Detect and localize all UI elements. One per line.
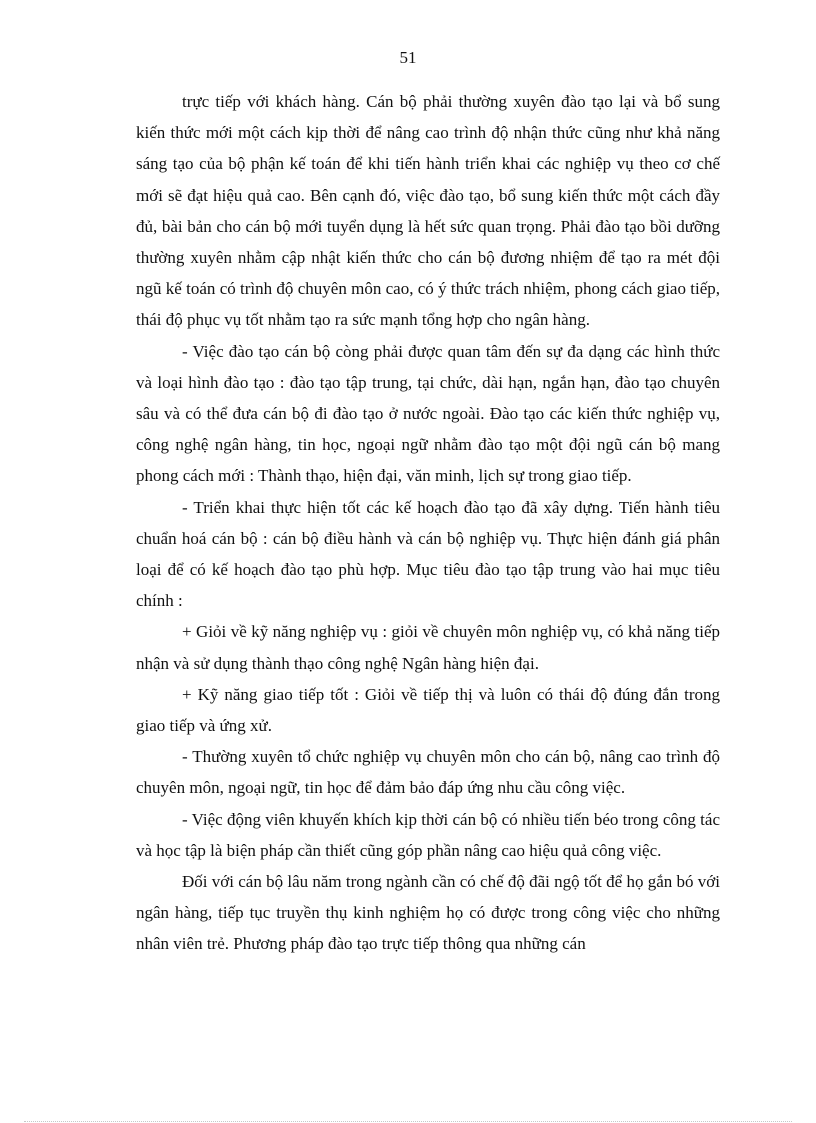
paragraph-7: - Việc động viên khuyến khích kịp thời cán bộ có nhiều tiến béo trong công tác và học tập là biện pháp cần thiết cũng góp phần nâng cao hiệu quả công việc. <box>136 809 720 860</box>
paragraph-4: + Giỏi về kỹ năng nghiệp vụ : giỏi về chuyên môn nghiệp vụ, có khả năng tiếp nhận và sử dụng thành thạo công nghệ Ngân hàng hiện đại. <box>136 622 720 673</box>
page-bottom-divider <box>24 1121 792 1122</box>
paragraph-2: - Việc đào tạo cán bộ còng phải được quan tâm đến sự đa dạng các hình thức và loại hình đào tạo : đào tạo tập trung, tại chức, dài hạn, ngắn hạn, đào tạo chuyên sâu và có thể đưa cán bộ đi đào tạo ở nước ngoài. Đào tạo các kiến thức nghiệp vụ, công nghệ ngân hàng, tin học, ngoại ngữ nhằm đào tạo một đội ngũ cán bộ mang phong cách mới : Thành thạo, hiện đại, văn minh, lịch sự trong giao tiếp. <box>136 341 720 486</box>
page-number: 51 <box>399 48 417 67</box>
paragraph-3: - Triển khai thực hiện tốt các kế hoạch đào tạo đã xây dựng. Tiến hành tiêu chuẩn hoá cán bộ : cán bộ điều hành và cán bộ nghiệp vụ. Thực hiện đánh giá phân loại để có kế hoạch đào tạo phù hợp. Mục tiêu đào tạo tập trung vào hai mục tiêu chính : <box>136 497 720 611</box>
paragraph-5: + Kỹ năng giao tiếp tốt : Giỏi về tiếp thị và luôn có thái độ đúng đắn trong giao tiếp và ứng xử. <box>136 684 720 736</box>
paragraph-6: - Thường xuyên tổ chức nghiệp vụ chuyên môn cho cán bộ, nâng cao trình độ chuyên môn, ngoại ngữ, tin học để đảm bảo đáp ứng nhu cầu công việc. <box>136 747 720 798</box>
document-body <box>136 86 720 960</box>
paragraph-8: Đối với cán bộ lâu năm trong ngành cần có chế độ đãi ngộ tốt để họ gắn bó với ngân hàng, tiếp tục truyền thụ kinh nghiệm họ có được trong công việc cho những nhân viên trẻ. Phương pháp đào tạo trực tiếp thông qua những cán <box>136 872 720 954</box>
paragraph-1: trực tiếp với khách hàng. Cán bộ phải thường xuyên đào tạo lại và bổ sung kiến thức mới một cách kịp thời để nâng cao trình độ nhận thức cũng như khả năng sáng tạo của bộ phận kế toán để khi tiến hành triển khai các nghiệp vụ theo cơ chế mới sẽ đạt hiệu quả cao. Bên cạnh đó, việc đào tạo, bổ sung kiến thức một cách đầy đủ, bài bản cho cán bộ mới tuyển dụng là hết sức quan trọng. Phải đào tạo bồi dưỡng thường xuyên nhằm cập nhật kiến thức cho cán bộ đương nhiệm để tạo ra mét đội ngũ kế toán có trình độ chuyên môn cao, có ý thức trách nhiệm, phong cách giao tiếp, thái độ phục vụ tốt nhằm tạo ra sức mạnh tổng hợp cho ngân hàng. <box>136 92 720 330</box>
